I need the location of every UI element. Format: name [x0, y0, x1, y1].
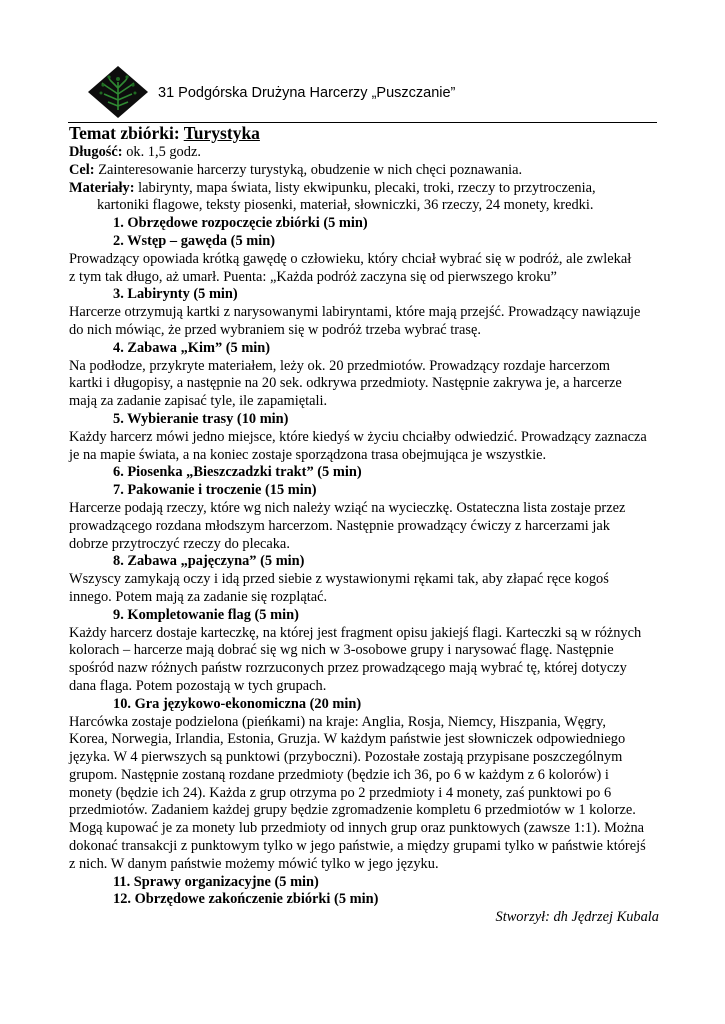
document-body: [69, 123, 659, 927]
goal-value: Zainteresowanie harcerzy turystyką, obudzenie w nich chęci poznawania.: [98, 161, 523, 178]
section-heading: 6. Piosenka „Bieszczadzki trakt” (5 min): [113, 464, 362, 481]
section-text-line: z nich. W danym państwie możemy mówić tylko w jego języku.: [69, 855, 439, 872]
section-text-line: do nich mówiąc, że przed wybraniem się w podróż trzeba wybrać trasę.: [69, 321, 481, 338]
section-text-line: z tym tak długo, aż umarł. Puenta: „Każda podróż zaczyna się od pierwszego kroku”: [69, 268, 557, 285]
section-text-line: mają za zadanie zapisać tyle, ile zapamiętali.: [69, 393, 328, 410]
section-text-line: prowadzącego rozdana młodszym harcerzom. Następnie prowadzący ćwiczy z harcerzami jak: [69, 517, 610, 534]
section-text-line: innego. Potem mają za zadanie się rozplątać.: [69, 588, 328, 605]
section-heading: 1. Obrzędowe rozpoczęcie zbiórki (5 min): [113, 215, 368, 232]
section-text-line: Mogą kupować je za monety lub przedmioty od innych grup oraz punktowych (zawsze 1:1). Można: [69, 820, 645, 837]
section-text-line: spośród nazw różnych państw rozrzuconych przez prowadzącego mają wybrać tę, której dotyczy: [69, 660, 627, 677]
section-text-line: Harcówka zostaje podzielona (pieńkami) na kraje: Anglia, Rosja, Niemcy, Hiszpania, Węgry,: [69, 713, 606, 730]
duration-value: ok. 1,5 godz.: [126, 144, 201, 160]
section-text-line: je na mapie świata, a na koniec zostaje sporządzona trasa obejmująca je wszystkie.: [69, 446, 547, 463]
section-heading: 12. Obrzędowe zakończenie zbiórki (5 min): [113, 891, 379, 908]
page-header: [0, 0, 725, 124]
section-heading: 8. Zabawa „pajęczyna” (5 min): [113, 553, 305, 570]
topic-line: [69, 123, 659, 144]
materials-line-2: [69, 197, 659, 215]
section-text-line: Wszyscy zamykają oczy i idą przed siebie z wystawionymi rękami tak, aby złapać ręce kogoś: [69, 571, 609, 588]
section-text-line: kartki i długopisy, a następnie na 20 sek. odkrywa przedmioty. Następnie zakrywa je, a harcerze: [69, 375, 622, 392]
section-text-line: Prowadzący opowiada krótką gawędę o człowieku, który chciał wybrać się w podróż, ale zwlekał: [69, 250, 632, 267]
duration-line: [69, 144, 659, 162]
section-text-line: dobrze przytroczyć rzeczy do plecaka.: [69, 535, 290, 552]
section-text-line: Harcerze podają rzeczy, które wg nich należy wziąć na wycieczkę. Ostateczna lista zostaje przez: [69, 499, 626, 516]
section-heading: 7. Pakowanie i troczenie (15 min): [113, 482, 317, 499]
section-text-line: kolorach – harcerze mają dobrać się wg nich w 3-osobowe grupy i narysować flagę. Następnie: [69, 642, 614, 659]
goal-line: [69, 162, 659, 180]
section-text-line: przedmiotów. Zadaniem każdej grupy będzie zgromadzenie kompletu 6 przedmiotów w 1 kolorze.: [69, 802, 636, 819]
section-heading: 2. Wstęp – gawęda (5 min): [113, 232, 276, 249]
section-text-line: dana flaga. Potem pozostają w tych grupach.: [69, 677, 327, 694]
materials-label: Materiały:: [69, 179, 135, 196]
section-heading: 9. Kompletowanie flag (5 min): [113, 606, 299, 623]
section-heading: 4. Zabawa „Kim” (5 min): [113, 339, 271, 356]
materials-line: [69, 180, 659, 198]
duration-label: Długość:: [69, 144, 123, 160]
topic-label: Temat zbiórki:: [69, 123, 180, 143]
goal-label: Cel:: [69, 161, 95, 178]
author-signature: Stworzył: dh Jędrzej Kubala: [495, 909, 659, 926]
section-text-line: monety (będzie ich 24). Każda z grup otrzyma po 2 przedmioty i 4 monety, zaś punktowi po 6: [69, 784, 612, 801]
section-text-line: Każdy harcerz dostaje karteczkę, na której jest fragment opisu jakiejś flagi. Karteczki są w różnych: [69, 624, 642, 641]
materials-text-1: labirynty, mapa świata, listy ekwipunku, plecaki, troki, rzeczy to przytroczenia,: [138, 179, 596, 196]
troop-name: 31 Podgórska Drużyna Harcerzy „Puszczanie”: [158, 85, 456, 101]
section-text-line: Każdy harcerz mówi jedno miejsce, które kiedyś w życiu chciałby odwiedzić. Prowadzący zaznacza: [69, 428, 647, 445]
section-text-line: Korea, Norwegia, Irlandia, Estonia, Gruzja. W każdym państwie jest słowniczek odpowiedniego: [69, 731, 626, 748]
troop-logo-icon: [88, 66, 148, 118]
section-text-line: Harcerze otrzymują kartki z narysowanymi labiryntami, które mają przejść. Prowadzący nawiązuje: [69, 304, 641, 321]
section-text-line: języka. W 4 pierwszych są punktowi (przyboczni). Pozostałe zostają przypisane poszczególnym: [69, 749, 623, 766]
section-text-line: dokonać transakcji z punktowym tylko w jego państwie, a między grupami tylko w państwie którejś: [69, 838, 646, 855]
agenda-sections: [69, 215, 659, 909]
section-text-line: Na podłodze, przykryte materiałem, leży ok. 20 przedmiotów. Prowadzący rozdaje harcerzom: [69, 357, 610, 374]
section-heading: 11. Sprawy organizacyjne (5 min): [113, 873, 319, 890]
section-text-line: grupom. Następnie zostaną rozdane przedmioty (będzie ich 36, po 6 w każdym z 6 kolorów) i: [69, 766, 609, 783]
topic-value: Turystyka: [183, 123, 260, 143]
section-heading: 3. Labirynty (5 min): [113, 286, 238, 303]
section-heading: 5. Wybieranie trasy (10 min): [113, 410, 289, 427]
materials-text-2: kartoniki flagowe, teksty piosenki, materiał, słowniczki, 36 rzeczy, 24 monety, kredki.: [97, 197, 594, 214]
section-heading: 10. Gra językowo-ekonomiczna (20 min): [113, 695, 362, 712]
